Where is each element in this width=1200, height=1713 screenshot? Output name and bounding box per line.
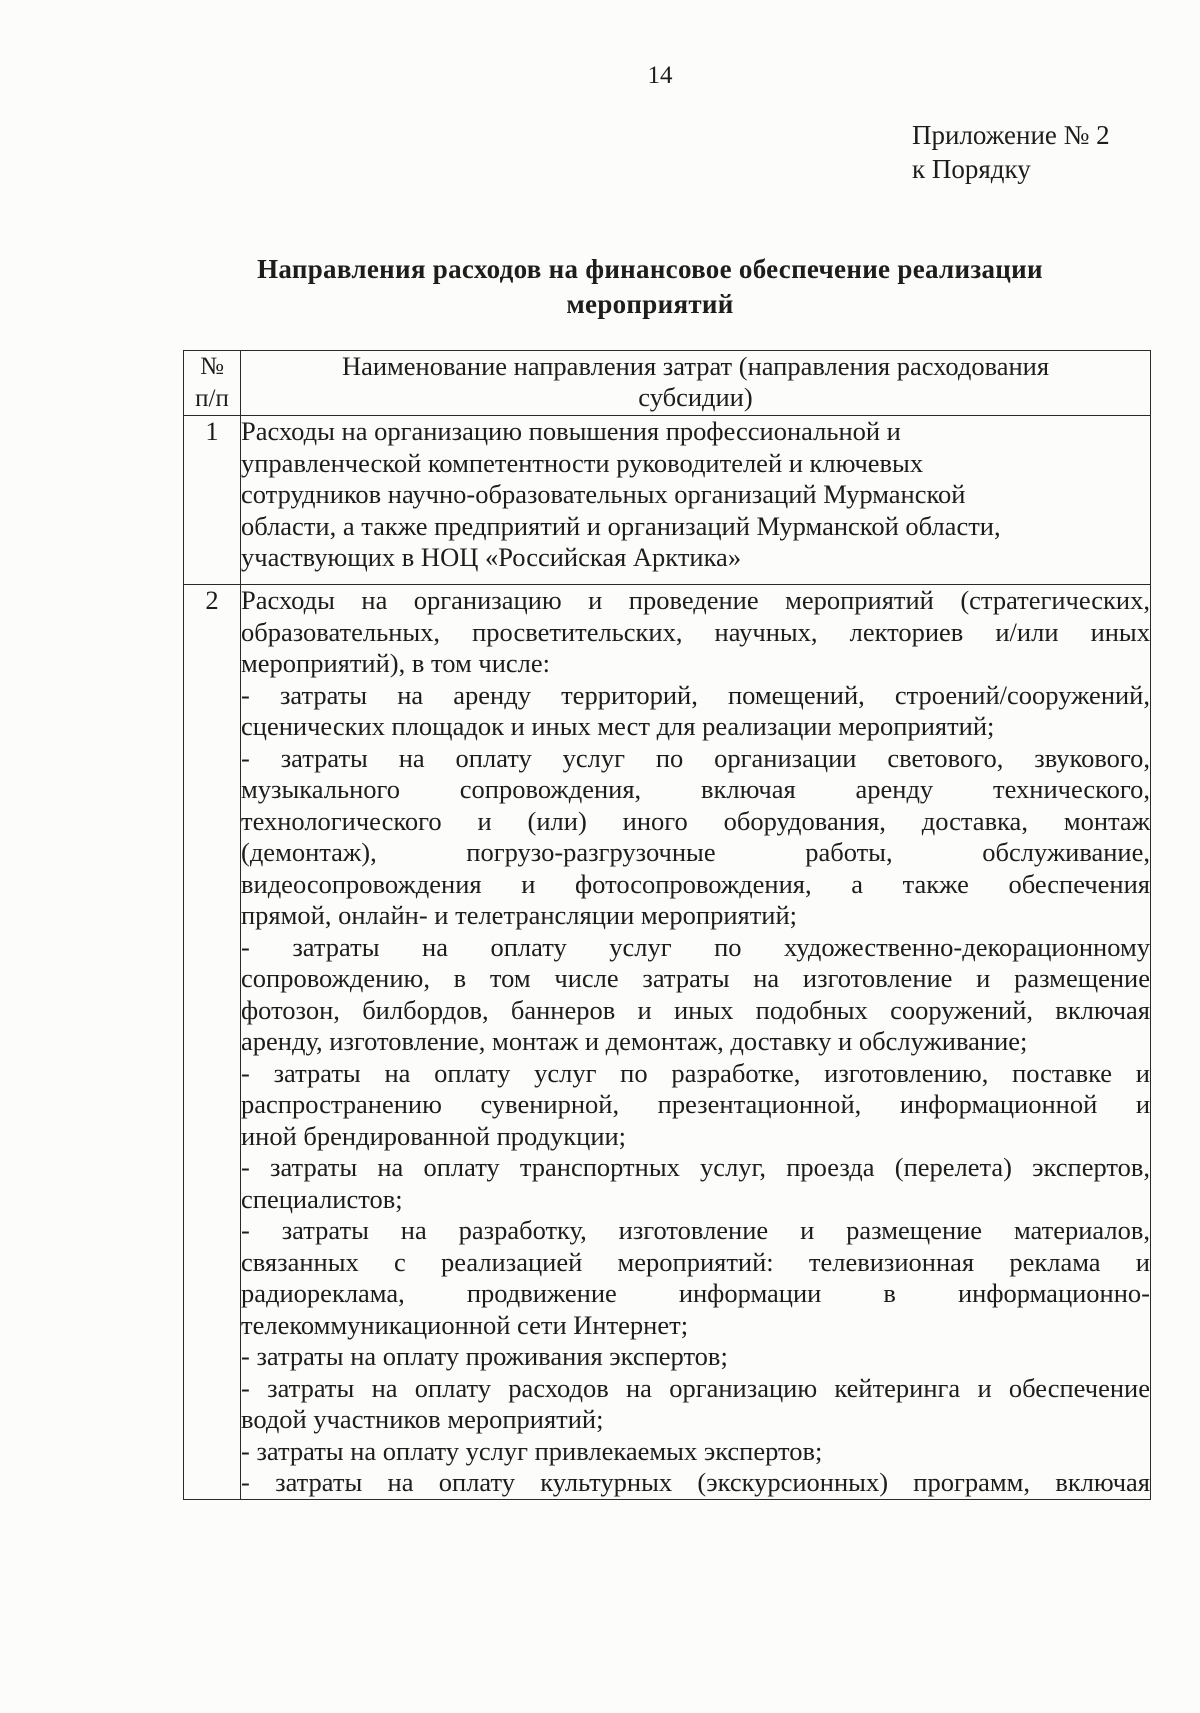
description-line: распространению сувенирной, презентационной, информационной и [241, 1089, 1150, 1119]
description-line: - затраты на оплату расходов на организацию кейтеринга и обеспечение [241, 1372, 1150, 1403]
description-line: аренду, изготовление, монтаж и демонтаж, доставку и обслуживание; [241, 1026, 1028, 1056]
description-line: участвующих в НОЦ «Российская Арктика» [241, 542, 742, 572]
description-line: - затраты на оплату услуг привлекаемых экспертов; [241, 1435, 823, 1466]
description-line: (демонтаж), погрузо-разгрузочные работы, обслуживание, [241, 837, 1150, 867]
header-number-label: п/п [195, 385, 229, 412]
expense-directions-table [183, 350, 1151, 1500]
description-line: водой участников мероприятий; [241, 1404, 604, 1434]
header-number-label: № [200, 353, 224, 380]
appendix-line: к Порядку [912, 154, 1031, 184]
header-number-cell [184, 351, 241, 416]
table-header-row [184, 351, 1151, 416]
document-title [160, 252, 1140, 322]
description-line: области, а также предприятий и организаций Мурманской области, [241, 510, 1001, 541]
description-line: - затраты на оплату проживания экспертов; [241, 1341, 728, 1371]
description-line: технологического и (или) иного оборудования, доставка, монтаж [241, 805, 1150, 836]
description-line: связанных с реализацией мероприятий: телевизионная реклама и [241, 1246, 1150, 1277]
description-line: специалистов; [241, 1183, 403, 1214]
description-line: управленческой компетентности руководителей и ключевых [241, 447, 924, 478]
description-line: музыкального сопровождения, включая аренду технического, [241, 774, 1150, 804]
row-description [241, 416, 1151, 585]
row-number: 1 [184, 416, 241, 585]
page-number: 14 [647, 62, 673, 89]
description-line: телекоммуникационной сети Интернет; [241, 1309, 689, 1340]
description-line: фотозон, билбордов, баннеров и иных подобных сооружений, включая [241, 994, 1150, 1025]
description-line: сопровождению, в том числе затраты на изготовление и размещение [241, 963, 1150, 993]
description-line: мероприятий), в том числе: [241, 648, 550, 678]
row-description [241, 585, 1151, 1500]
header-name-cell [241, 351, 1151, 416]
description-line: - затраты на оплату услуг по разработке, изготовлению, поставке и [241, 1057, 1150, 1088]
description-line: - затраты на оплату культурных (экскурсионных) программ, включая [241, 1467, 1150, 1497]
header-name-label: Наименование направления затрат (направления расходования [341, 351, 1050, 381]
table-row [184, 585, 1151, 1500]
row-number: 2 [184, 585, 241, 1500]
description-line: - затраты на разработку, изготовление и размещение материалов, [241, 1215, 1150, 1245]
description-line: иной брендированной продукции; [241, 1120, 627, 1151]
title-line: мероприятий [566, 289, 734, 319]
title-line: Направления расходов на финансовое обеспечение реализации [257, 254, 1043, 284]
description-line: - затраты на оплату транспортных услуг, проезда (перелета) экспертов, [241, 1152, 1150, 1182]
description-line: образовательных, просветительских, научных, лекториев и/или иных [241, 616, 1150, 647]
description-line: сценических площадок и иных мест для реализации мероприятий; [241, 711, 995, 741]
description-line: радиореклама, продвижение информации в информационно- [241, 1278, 1150, 1308]
description-line: прямой, онлайн- и телетрансляции мероприятий; [241, 900, 798, 930]
table-row [184, 416, 1151, 585]
appendix-line: Приложение № 2 [912, 120, 1110, 150]
description-line: сотрудников научно-образовательных организаций Мурманской [241, 479, 966, 509]
description-line: Расходы на организацию повышения профессиональной и [241, 416, 901, 446]
description-line: - затраты на оплату услуг по организации светового, звукового, [241, 742, 1150, 773]
description-line: - затраты на оплату услуг по художественно-декорационному [241, 931, 1150, 962]
header-name-label: субсидии) [638, 382, 753, 412]
description-line: Расходы на организацию и проведение мероприятий (стратегических, [241, 585, 1150, 615]
description-line: видеосопровождения и фотосопровождения, а также обеспечения [241, 868, 1150, 899]
appendix-reference [912, 118, 1110, 186]
description-line: - затраты на аренду территорий, помещений, строений/сооружений, [241, 679, 1150, 710]
